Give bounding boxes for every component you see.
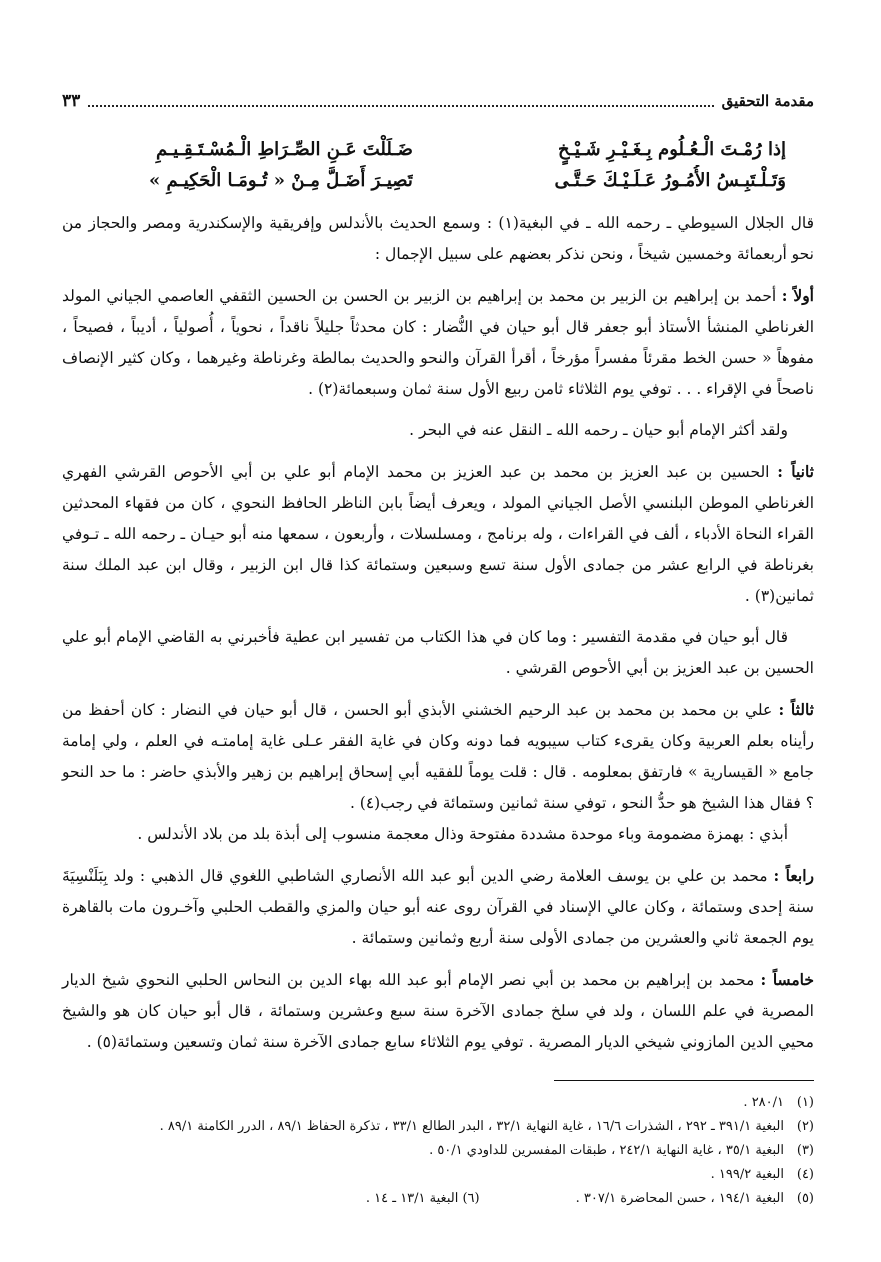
paragraph — [62, 280, 814, 405]
paragraph-lead: أولاً : — [781, 286, 814, 305]
paragraph-lead: ثانياً : — [777, 462, 814, 481]
verse-first-hemistich: وَتَـلْـتَبِـسُ الأُمُـورُ عَـلَـيْـكَ حَـتَّـى — [554, 170, 786, 191]
page-number: ٣٣ — [62, 91, 81, 111]
running-header — [62, 88, 814, 114]
footnote — [62, 1091, 814, 1115]
paragraph-text: محمد بن إبراهيم بن محمد بن أبي نصر الإمام أبو عبد الله بهاء الدين بن النحاس الحلبي النحوي شيخ الديار المصرية في علم اللسان ، ولد في سلخ جمادى الآخرة سنة سبع وعشرين وستمائة ، قال أبو حيان كان هو والشيخ محيي الدين المازوني شيخي الديار المصرية . توفي يوم الثلاثاء سابع جمادى الآخرة سنة ثمان وتسعين وستمائة(٥) . — [62, 971, 814, 1051]
footnotes — [62, 1091, 814, 1211]
verse-first-hemistich: إذا رُمْـتَ الْـعُـلُوم بِـغَـيْـرِ شَـيْـخٍ — [557, 139, 786, 160]
footnote-number: (٢) — [796, 1119, 814, 1134]
document-page — [62, 88, 814, 1211]
header-title: مقدمة التحقيق — [721, 92, 814, 110]
paragraph-lead: خامساً : — [760, 970, 814, 989]
footnote — [62, 1139, 814, 1163]
paragraph-text: محمد بن علي بن يوسف العلامة رضي الدين أبو عبد الله الأنصاري الشاطبي اللغوي قال الذهبي : ولد بِبَلَنْسِيَةَ سنة إحدى وستمائة ، وكان عالي الإسناد في القرآن روى عنه أبو حيان والمزي والقطب الحلبي وآخـرون مات بالقاهرة يوم الجمعة ثاني والعشرين من جمادى الأولى سنة أربع وثمانين وستمائة . — [62, 867, 814, 947]
footnote-text: البغية ١٩٤/١ ، حسن المحاضرة ٣٠٧/١ . — [575, 1191, 784, 1206]
paragraph — [62, 964, 814, 1058]
footnote-separator — [554, 1080, 814, 1081]
paragraph-text: قال أبو حيان في مقدمة التفسير : وما كان في هذا الكتاب من تفسير ابن عطية فأخبرني به القاضي الإمام أبو علي الحسين بن عبد العزيز بن أبي الأحوص القرشي . — [62, 628, 814, 677]
paragraph — [62, 819, 814, 850]
paragraph-text: الحسين بن عبد العزيز بن محمد بن عبد العزيز بن محمد الإمام أبو علي بن أبي الأحوص القرشي الفهري الغرناطي الموطن البلنسي الأصل الجياني المولد ، ويعرف أيضاً بابن الناظر الحافظ النحوي ، كان من فقهاء المحدثين القراء النحاة الأدباء ، ألف في القراءات ، وله برنامج ، ومسلسلات ، وأربعون ، سمعها منه أبو حيـان ـ رحمه الله ـ تـوفي بغرناطة في الرابع عشر من جمادى الأول سنة تسع وسبعين وستمائة كذا قال ابن الزبير ، وقال ابن عبد الملك سنة ثمانين(٣) . — [62, 463, 814, 605]
paragraph-text: قال الجلال السيوطي ـ رحمه الله ـ في البغية(١) : وسمع الحديث بالأندلس وإفريقية والإسكندرية ومصر والحجاز من نحو أربعمائة وخمسين شيخاً ، ونحن نذكر بعضهم على سبيل الإجمال : — [62, 214, 815, 263]
body-text — [62, 208, 814, 1058]
footnote-number: (٣) — [796, 1143, 814, 1158]
verse-second-hemistich: ضَـلَلْتَ عَـنِ الصِّـرَاطِ الْـمُسْـتَـقِـيـمِ — [155, 139, 413, 160]
footnote-text: البغية ٣٩١/١ ـ ٢٩٢ ، الشذرات ١٦/٦ ، غاية النهاية ٣٢/١ ، البدر الطالع ٣٣/١ ، تذكرة الحفاظ ٨٩/١ ، الدرر الكامنة ٨٩/١ . — [159, 1119, 784, 1134]
paragraph-text: أحمد بن إبراهيم بن الزبير بن محمد بن إبراهيم بن الزبير بن الحسن بن الحسين الثقفي العاصمي الجياني المولد الغرناطي المنشأ الأستاذ أبو جعفر قال أبو حيان في النُّضار : كان محدثاً جليلاً ناقداً ، نحوياً ، أُصولياً ، أديباً ، فصيحاً ، مفوهاً « حسن الخط مقرئاً مفسراً مؤرخاً ، أقرأ القرآن والنحو والحديث بمالطة وغرناطة وغيرهما ، وكان كثير الإنصاف ناصحاً في الإقراء . . . توفي يوم الثلاثاء ثامن ربيع الأول سنة ثمان وسبعمائة(٢) . — [62, 287, 814, 398]
paragraph — [62, 694, 814, 819]
footnote-text: البغية ١٩٩/٢ . — [710, 1167, 784, 1182]
paragraph-text: ولقد أكثر الإمام أبو حيان ـ رحمه الله ـ النقل عنه في البحر . — [409, 421, 788, 439]
paragraph — [62, 622, 814, 684]
footnote — [62, 1163, 814, 1187]
footnote-number: (١) — [796, 1095, 814, 1110]
paragraph — [62, 415, 814, 446]
paragraph-lead: رابعاً : — [773, 866, 814, 885]
footnote — [62, 1115, 814, 1139]
footnote-text: البغية ٣٥/١ ، غاية النهاية ٢٤٢/١ ، طبقات المفسرين للداودي ٥٠/١ . — [429, 1143, 784, 1158]
paragraph — [62, 456, 814, 612]
verse-second-hemistich: تَصِيـرَ أَضَـلَّ مِـنْ « تُـومَـا الْحَكِيـمِ » — [149, 170, 413, 191]
paragraph — [62, 860, 814, 954]
footnote — [62, 1187, 814, 1211]
poem-verse — [82, 165, 786, 196]
poem-verse — [82, 134, 786, 165]
footnote-number: (٤) — [796, 1167, 814, 1182]
paragraph-lead: ثالثاً : — [778, 700, 814, 719]
paragraph-text: أبذي : بهمزة مضمومة وباء موحدة مشددة مفتوحة وذال معجمة منسوب إلى أبذة بلد من بلاد الأندلس . — [137, 825, 788, 843]
footnote-text: ٢٨٠/١ . — [743, 1095, 784, 1110]
header-leader-dots — [88, 95, 713, 107]
poem-verses — [82, 134, 786, 196]
footnote-inline-extra: (٦) البغية ١٣/١ ـ ١٤ . — [365, 1191, 480, 1206]
footnote-number: (٥) — [796, 1191, 814, 1206]
paragraph-text: علي بن محمد بن محمد بن عبد الرحيم الخشني الأبذي أبو الحسن ، قال أبو حيان في النضار : كان أحفظ من رأيناه بعلم العربية وكان يقرىء كتاب سيبويه فما دونه وكان في غاية الفقر عـلى غاية إمامتـه في العلم ، ولي إمامة جامع « القيسارية » فارتفق بمعلومه . قال : قلت يوماً للفقيه أبي إسحاق إبراهيم بن زهير والأبذي حاضر : ما حد النحو ؟ فقال هذا الشيخ هو حدُّ النحو ، توفي سنة ثمانين وستمائة في رجب(٤) . — [62, 701, 814, 812]
paragraph — [62, 208, 814, 270]
